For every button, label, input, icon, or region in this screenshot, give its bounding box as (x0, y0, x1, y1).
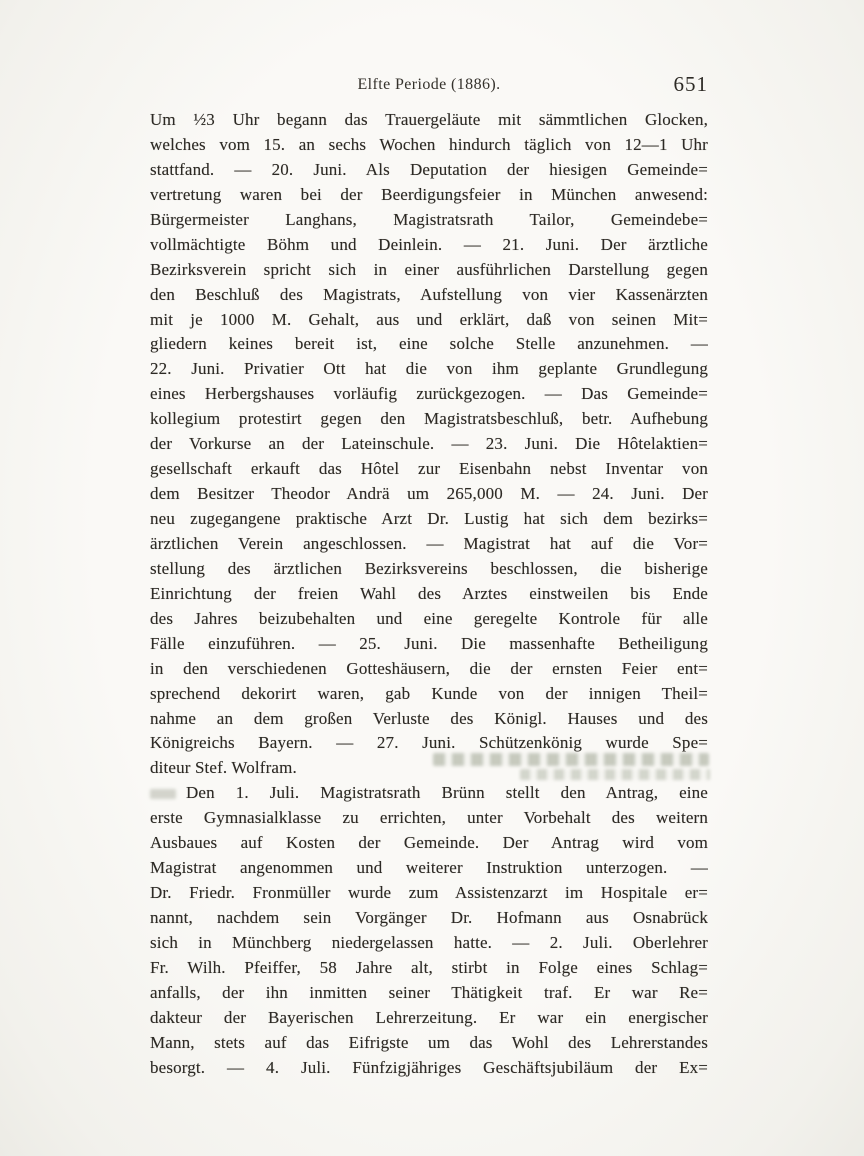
page-number: 651 (673, 72, 708, 96)
text-line: Einrichtung der freien Wahl des Arztes einstweilen bis Ende (150, 583, 708, 603)
text-line: besorgt. — 4. Juli. Fünfzigjähriges Geschäftsjubiläum der Ex= (150, 1057, 708, 1077)
text-line: Fälle einzuführen. — 25. Juni. Die massenhafte Betheiligung (150, 633, 708, 653)
text-line: welches vom 15. an sechs Wochen hindurch täglich von 12—1 Uhr (150, 134, 708, 154)
text-line: Königreichs Bayern. — 27. Juni. Schützenkönig wurde Spe= (150, 733, 708, 753)
text-line: eines Herbergshauses vorläufig zurückgezogen. — Das Gemeinde= (150, 384, 708, 404)
text-line: diteur Stef. Wolfram. (150, 758, 297, 778)
text-line: Magistrat angenommen und weiterer Instruktion unterzogen. — (150, 858, 708, 878)
text-line: vertretung waren bei der Beerdigungsfeier in München anwesend: (150, 184, 708, 204)
text-line: erste Gymnasialklasse zu errichten, unter Vorbehalt des weitern (150, 808, 708, 828)
text-line: nahme an dem großen Verluste des Königl. Hauses und des (150, 708, 708, 728)
text-line: 22. Juni. Privatier Ott hat die von ihm geplante Grundlegung (150, 359, 708, 379)
text-line: Dr. Friedr. Fronmüller wurde zum Assistenzarzt im Hospitale er= (150, 883, 708, 903)
text-line: anfalls, der ihn inmitten seiner Thätigkeit traf. Er war Re= (150, 982, 708, 1002)
text-line: Um ½3 Uhr begann das Trauergeläute mit sämmtlichen Glocken, (150, 110, 708, 129)
text-line: Den 1. Juli. Magistratsrath Brünn stellt den Antrag, eine (186, 783, 708, 803)
text-line: Fr. Wilh. Pfeiffer, 58 Jahre alt, stirbt in Folge eines Schlag= (150, 957, 708, 977)
page-body (150, 108, 708, 1081)
text-line: vollmächtigte Böhm und Deinlein. — 21. Juni. Der ärztliche (150, 234, 708, 254)
text-line: Bezirksverein spricht sich in einer ausführlichen Darstellung gegen (150, 259, 708, 279)
text-line: gesellschaft erkauft das Hôtel zur Eisenbahn nebst Inventar von (150, 459, 708, 479)
text-line: stattfand. — 20. Juni. Als Deputation der hiesigen Gemeinde= (150, 159, 708, 179)
running-header (150, 72, 708, 100)
text-line: stellung des ärztlichen Bezirksvereins beschlossen, die bisherige (150, 558, 708, 578)
text-line: sprechend dekorirt waren, gab Kunde von der innigen Theil= (150, 683, 708, 703)
text-line: gliedern keines bereit ist, eine solche Stelle anzunehmen. — (150, 334, 708, 354)
text-line: sich in Münchberg niedergelassen hatte. — 2. Juli. Oberlehrer (150, 932, 708, 952)
text-line: neu zugegangene praktische Arzt Dr. Lustig hat sich dem bezirks= (150, 509, 708, 528)
text-line: mit je 1000 M. Gehalt, aus und erklärt, daß von seinen Mit= (150, 309, 708, 329)
text-line: Bürgermeister Langhans, Magistratsrath Tailor, Gemeindebe= (150, 209, 708, 229)
running-header-title: Elfte Periode (1886). (357, 76, 501, 93)
text-line: dem Besitzer Theodor Andrä um 265,000 M. — 24. Juni. Der (150, 484, 708, 504)
text-line: Mann, stets auf das Eifrigste um das Wohl des Lehrerstandes (150, 1032, 708, 1052)
text-line: ärztlichen Verein angeschlossen. — Magistrat hat auf die Vor= (150, 533, 708, 553)
text-line: in den verschiedenen Gotteshäusern, die der ernsten Feier ent= (150, 658, 708, 678)
text-line: kollegium protestirt gegen den Magistratsbeschluß, betr. Aufhebung (150, 409, 708, 429)
text-line: des Jahres beizubehalten und eine geregelte Kontrole für alle (150, 608, 708, 628)
text-line: nannt, nachdem sein Vorgänger Dr. Hofmann aus Osnabrück (150, 908, 708, 927)
text-line: Ausbaues auf Kosten der Gemeinde. Der Antrag wird vom (150, 833, 708, 853)
text-line: dakteur der Bayerischen Lehrerzeitung. Er war ein energischer (150, 1007, 708, 1027)
text-line: den Beschluß des Magistrats, Aufstellung von vier Kassenärzten (150, 284, 708, 304)
text-line: der Vorkurse an der Lateinschule. — 23. Juni. Die Hôtelaktien= (150, 434, 708, 454)
